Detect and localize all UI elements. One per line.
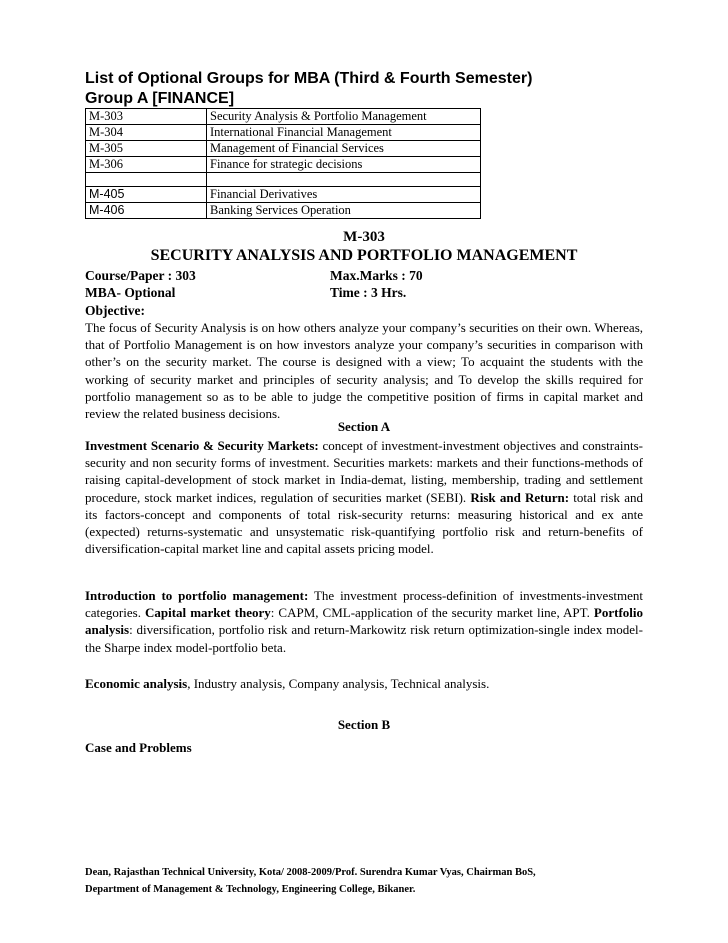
objective-label: Objective: xyxy=(85,303,145,318)
course-code: M-406 xyxy=(86,203,207,219)
paper-code: M-303 xyxy=(343,229,385,245)
objective-text: The focus of Security Analysis is on how others analyze your company’s securities on their own. Whereas, that of Portfolio Management is on how investors analyze your company’s securities in comparison with other’s on the security market. The course is designed with a view; To acquaint the students with the working of security market and principles of security analysis; and To develop the skills required for portfolio management so as to be able to judge the competitive position of firms in capital market and review the related business decisions. xyxy=(85,320,643,422)
section-a-paragraph-3 xyxy=(85,675,643,692)
course-name: Financial Derivatives xyxy=(207,187,481,203)
course-code: M-405 xyxy=(86,187,207,203)
section-a-title: Section A xyxy=(337,419,391,434)
course-code: M-303 xyxy=(86,109,207,125)
course-paper: Course/Paper : 303 xyxy=(85,268,196,283)
investment-scenario-heading: Investment Scenario & Security Markets: xyxy=(85,438,319,453)
economic-analysis-text: , Industry analysis, Company analysis, Technical analysis. xyxy=(187,676,490,691)
course-name: Banking Services Operation xyxy=(207,203,481,219)
table-row xyxy=(86,141,481,157)
portfolio-analysis-text: : diversification, portfolio risk and return-Markowitz risk return optimization-single index model-the Sharpe index model-portfolio beta. xyxy=(85,622,643,655)
capital-market-text: : CAPM, CML-application of the security market line, APT. xyxy=(270,605,594,621)
footer-line-1: Dean, Rajasthan Technical University, Kota/ 2008-2009/Prof. Surendra Kumar Vyas, Chairman BoS, xyxy=(85,867,536,878)
table-row xyxy=(86,157,481,173)
footer xyxy=(85,864,645,898)
table-row xyxy=(86,109,481,125)
document-title: List of Optional Groups for MBA (Third & Fourth Semester) xyxy=(85,70,533,87)
table-row xyxy=(86,173,481,187)
course-code: M-305 xyxy=(86,141,207,157)
portfolio-intro-text: The investment process-definition of investments-investment categories. xyxy=(85,588,643,621)
course-name: Finance for strategic decisions xyxy=(207,157,481,173)
group-heading: Group A [FINANCE] xyxy=(85,90,235,107)
economic-analysis-heading: Economic analysis xyxy=(85,676,188,691)
risk-return-text: total risk and its factors-concept and components of total risk-security returns: measuring historical and ex ante (expected) returns-systematic and unsystematic risk-quantifying portfolio risk and return-benefits of diversification-capital market line and capital assets pricing model. xyxy=(85,489,643,557)
course-code: M-304 xyxy=(86,125,207,141)
investment-scenario-text: concept of investment-investment objectives and constraints-security and non security forms of investment. Securities markets: markets and their functions-methods of raising capital-development of stock market in India-demat, listing, membership, trading and settlement procedure, stock market indices, regulation of securities market (SEBI). xyxy=(85,438,643,505)
course-code xyxy=(86,173,207,187)
optional-groups-table xyxy=(85,108,481,219)
portfolio-intro-heading: Introduction to portfolio management: xyxy=(85,588,309,603)
time-allowed: Time : 3 Hrs. xyxy=(330,285,407,300)
course-name: Security Analysis & Portfolio Management xyxy=(207,109,481,125)
case-problems-heading: Case and Problems xyxy=(85,740,192,755)
capital-market-heading: Capital market theory xyxy=(144,605,271,621)
section-a-paragraph-1 xyxy=(85,437,643,557)
course-name xyxy=(207,173,481,187)
risk-return-heading: Risk and Return: xyxy=(470,489,570,505)
table-row xyxy=(86,125,481,141)
paper-title: SECURITY ANALYSIS AND PORTFOLIO MANAGEMENT xyxy=(150,247,578,264)
table-row xyxy=(86,187,481,203)
mba-optional: MBA- Optional xyxy=(85,285,176,300)
section-b-title: Section B xyxy=(337,717,391,732)
max-marks: Max.Marks : 70 xyxy=(330,268,423,283)
portfolio-analysis-heading: Portfolio analysis xyxy=(85,605,643,638)
footer-line-2: Department of Management & Technology, Engineering College, Bikaner. xyxy=(85,884,416,895)
course-name: International Financial Management xyxy=(207,125,481,141)
course-code: M-306 xyxy=(86,157,207,173)
table-row xyxy=(86,203,481,219)
course-name: Management of Financial Services xyxy=(207,141,481,157)
section-a-paragraph-2 xyxy=(85,587,643,656)
